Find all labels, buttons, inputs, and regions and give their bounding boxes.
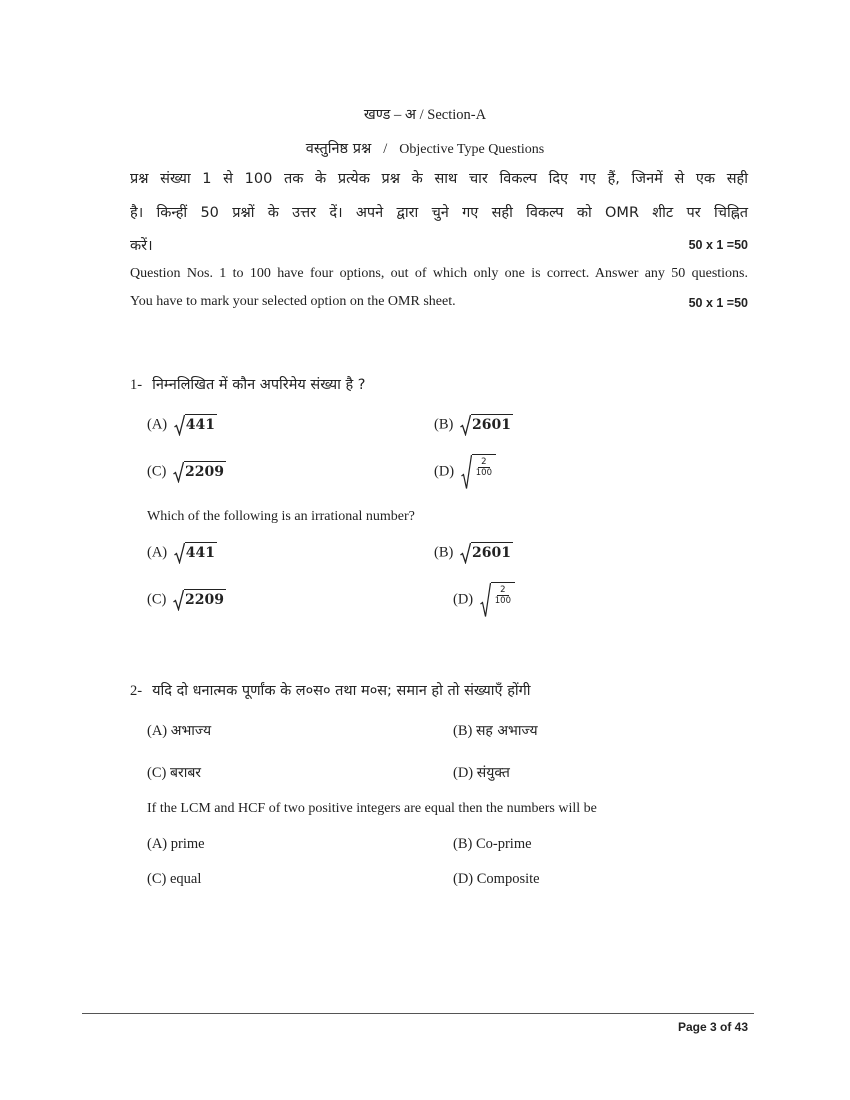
fraction: $\frac{2}{100}$ [491, 582, 515, 618]
q2-option-d-hindi: (D) संयुक्त [453, 765, 510, 781]
q1-option-b-en: (B) 2601 [434, 542, 513, 564]
question-2-text-hindi: यदि दो धनात्मक पूर्णांक के ल०स० तथा म०स; समान हो तो संख्याएँ होंगी [152, 683, 531, 699]
footer-divider [82, 1013, 754, 1014]
q2-option-a-english: (A) prime [147, 836, 205, 852]
sqrt-symbol [480, 582, 515, 618]
q2-option-c-hindi: (C) बराबर [147, 765, 202, 781]
subtitle-separator: / [383, 141, 388, 157]
question-1-hindi [130, 374, 366, 394]
question-1-number: 1- [130, 377, 143, 393]
question-1-text-hindi: निम्नलिखित में कौन अपरिमेय संख्या है ? [152, 377, 366, 393]
q2-option-c-english: (C) equal [147, 871, 202, 887]
q1-option-d-en: (D) $\frac{2}{100}$ [453, 582, 515, 618]
sqrt-symbol [461, 454, 496, 490]
sqrt-symbol: 2209 [173, 589, 226, 611]
subtitle-hindi: वस्तुनिष्ठ प्रश्न [305, 141, 372, 157]
fraction: $\frac{2}{100}$ [472, 454, 496, 490]
section-heading: खण्ड – अ / Section-A [363, 107, 487, 123]
sqrt-symbol: 2601 [460, 542, 513, 564]
q2-option-a-hindi: (A) अभाज्य [147, 723, 212, 739]
sqrt-symbol: 441 [174, 414, 217, 436]
sqrt-symbol: 2601 [460, 414, 513, 436]
marks-hindi: 50 x 1 =50 [688, 238, 748, 252]
instructions-english-line-2: You have to mark your selected option on the OMR sheet. [130, 294, 456, 309]
marks-english: 50 x 1 =50 [688, 296, 748, 310]
q1-option-c-en: (C) 2209 [147, 589, 226, 611]
instructions-english-line-1: Question Nos. 1 to 100 have four options, out of which only one is correct. Answer any 50 questions. [130, 266, 748, 281]
page-number: Page 3 of 43 [677, 1020, 748, 1034]
q1-option-d: (D) $\frac{2}{100}$ [434, 454, 496, 490]
q2-option-d-english: (D) Composite [453, 871, 540, 887]
q2-option-b-english: (B) Co-prime [453, 836, 532, 852]
q1-option-c: (C) 2209 [147, 461, 226, 483]
subtitle-english: Objective Type Questions [399, 142, 545, 157]
q1-option-a-en: (A) 441 [147, 542, 217, 564]
instructions-hindi-line-3: करें। [130, 238, 153, 254]
q2-option-b-hindi: (B) सह अभाज्य [453, 723, 538, 739]
sqrt-symbol: 2209 [173, 461, 226, 483]
subtitle [0, 138, 850, 158]
sqrt-symbol: 441 [174, 542, 217, 564]
instructions-hindi-line-2: है। किन्हीं 50 प्रश्नों के उत्तर दें। अपने द्वारा चुने गए सही विकल्प को OMR शीट पर चिह्नित [130, 205, 748, 221]
q1-option-a: (A) 441 [147, 414, 217, 436]
question-2-text-english: If the LCM and HCF of two positive integers are equal then the numbers will be [147, 801, 597, 816]
instructions-hindi-line-1: प्रश्न संख्या 1 से 100 तक के प्रत्येक प्रश्न के साथ चार विकल्प दिए गए हैं, जिनमें से एक सही [130, 171, 748, 187]
q1-option-b: (B) 2601 [434, 414, 513, 436]
question-1-text-english: Which of the following is an irrational number? [147, 509, 415, 524]
question-2-number: 2- [130, 683, 143, 699]
question-2-hindi [130, 680, 531, 700]
